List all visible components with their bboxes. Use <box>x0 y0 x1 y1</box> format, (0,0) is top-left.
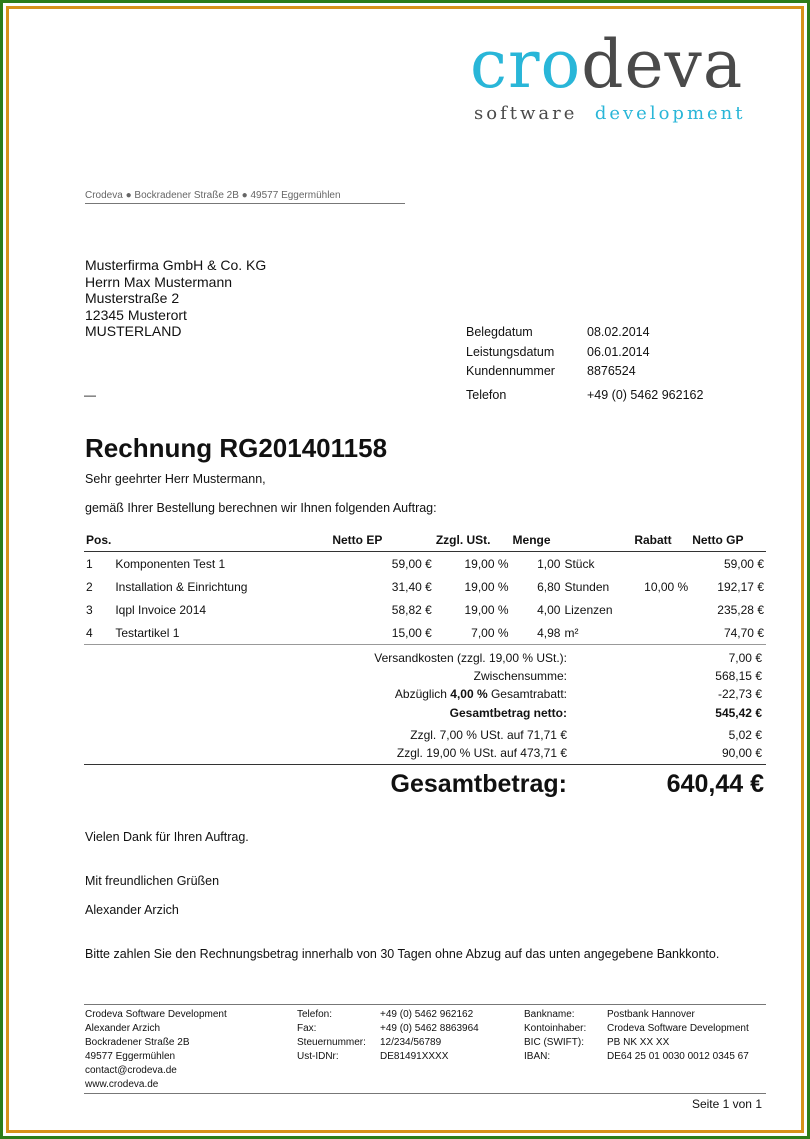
footer-contact-labels <box>297 1008 366 1064</box>
table-bottom-divider <box>84 644 766 645</box>
footer-value: PB NK XX XX <box>607 1037 670 1048</box>
footer-label: Ust-IDNr: <box>297 1051 339 1062</box>
cell-ust: 19,00 % <box>464 602 509 617</box>
shipping-value: 7,00 € <box>728 651 762 665</box>
meta-label: Telefon <box>466 387 507 402</box>
cell-pos: 1 <box>86 556 93 571</box>
col-header-ust: Zzgl. USt. <box>434 530 511 552</box>
footer-label: Kontoinhaber: <box>524 1023 587 1034</box>
cell-name: Installation & Einrichtung <box>115 579 248 594</box>
cell-menge: 4,98 <box>537 625 561 640</box>
cell-ust: 19,00 % <box>464 579 509 594</box>
cell-gp: 74,70 € <box>723 625 764 640</box>
salutation: Sehr geehrter Herr Mustermann, <box>85 472 266 486</box>
total-divider <box>84 764 766 765</box>
cell-ust: 19,00 % <box>464 556 509 571</box>
footer-company <box>85 1008 227 1092</box>
vat7-value: 5,02 € <box>728 728 762 742</box>
footer-company-line: Alexander Arzich <box>85 1023 161 1034</box>
fold-mark: — <box>84 388 96 402</box>
cell-pos: 3 <box>86 602 93 617</box>
cell-unit: m² <box>564 625 579 640</box>
recipient-line: 12345 Musterort <box>85 306 187 323</box>
footer-label: Steuernummer: <box>297 1037 366 1048</box>
footer-label: IBAN: <box>524 1051 551 1062</box>
cell-ust: 7,00 % <box>471 625 509 640</box>
footer-website: www.crodeva.de <box>85 1079 159 1090</box>
cell-gp: 235,28 € <box>717 602 764 617</box>
meta-value: +49 (0) 5462 962162 <box>587 387 704 402</box>
cell-ep: 15,00 € <box>391 625 432 640</box>
payment-note: Bitte zahlen Sie den Rechnungsbetrag innerhalb von 30 Tagen ohne Abzug auf das unten angegebene Bankkonto. <box>85 947 720 961</box>
vat19-label: Zzgl. 19,00 % USt. auf 473,71 € <box>396 746 567 760</box>
recipient-line: Musterfirma GmbH & Co. KG <box>85 257 267 273</box>
cell-gp: 192,17 € <box>717 579 764 594</box>
meta-value: 8876524 <box>587 364 636 378</box>
footer-label: BIC (SWIFT): <box>524 1037 584 1048</box>
footer-value: Crodeva Software Development <box>607 1023 749 1034</box>
company-logo <box>470 26 744 103</box>
footer-value: DE64 25 01 0030 0012 0345 67 <box>607 1051 749 1062</box>
col-header-netto-gp: Netto GP <box>690 530 766 552</box>
cell-menge: 4,00 <box>537 602 561 617</box>
logo-part-2: deva <box>581 26 744 103</box>
table-row <box>84 621 766 644</box>
net-total-label: Gesamtbetrag netto: <box>449 706 567 720</box>
footer-top-divider <box>84 1004 766 1005</box>
footer-bottom-divider <box>84 1093 766 1094</box>
cell-rabatt <box>632 621 690 644</box>
footer-bank-values <box>607 1008 749 1064</box>
grand-total-value: 640,44 € <box>666 770 764 798</box>
greeting-text: Mit freundlichen Grüßen <box>85 874 220 888</box>
meta-label: Leistungsdatum <box>466 344 555 359</box>
footer-value: Postbank Hannover <box>607 1009 695 1020</box>
cell-rabatt <box>632 598 690 621</box>
footer-label: Telefon: <box>297 1009 333 1020</box>
intro-text: gemäß Ihrer Bestellung berechnen wir Ihnen folgenden Auftrag: <box>85 501 437 515</box>
cell-name: Testartikel 1 <box>115 625 180 640</box>
table-row <box>84 598 766 621</box>
cell-ep: 59,00 € <box>391 556 432 571</box>
table-row <box>84 552 766 576</box>
logo-sub-1: software <box>474 103 578 124</box>
cell-rabatt <box>632 552 690 576</box>
signature-name: Alexander Arzich <box>85 903 179 917</box>
cell-menge: 1,00 <box>537 556 561 571</box>
recipient-line: Herrn Max Mustermann <box>85 273 233 290</box>
items-table <box>84 530 766 644</box>
footer-value: +49 (0) 5462 8863964 <box>380 1023 479 1034</box>
footer-bank-labels <box>524 1008 586 1064</box>
recipient-address <box>85 257 266 340</box>
cell-ep: 58,82 € <box>391 602 432 617</box>
table-row <box>84 575 766 598</box>
grand-total-label: Gesamtbetrag: <box>390 770 567 798</box>
logo-part-1: cro <box>470 26 582 103</box>
subtotal-label: Zwischensumme: <box>473 669 567 683</box>
footer-value: +49 (0) 5462 962162 <box>380 1009 474 1020</box>
col-header-rabatt: Rabatt <box>632 530 690 552</box>
thanks-text: Vielen Dank für Ihren Auftrag. <box>85 830 249 844</box>
footer-value: 12/234/56789 <box>380 1037 442 1048</box>
footer-value: DE81491XXXX <box>380 1051 449 1062</box>
vat19-value: 90,00 € <box>721 746 762 760</box>
discount-value: -22,73 € <box>717 687 762 701</box>
meta-label: Kundennummer <box>466 364 555 378</box>
footer-company-line: Bockradener Straße 2B <box>85 1037 190 1048</box>
discount-post: Gesamtrabatt: <box>490 687 567 701</box>
vat7-label: Zzgl. 7,00 % USt. auf 71,71 € <box>410 728 567 742</box>
col-header-pos: Pos. <box>84 530 113 552</box>
cell-rabatt: 10,00 % <box>644 579 689 594</box>
net-total-value: 545,42 € <box>715 706 762 720</box>
discount-label <box>395 687 567 701</box>
cell-unit: Stunden <box>564 579 610 594</box>
meta-value: 08.02.2014 <box>587 325 650 339</box>
cell-ep: 31,40 € <box>391 579 432 594</box>
cell-menge: 6,80 <box>537 579 561 594</box>
recipient-line: MUSTERLAND <box>85 323 182 339</box>
shipping-label: Versandkosten (zzgl. 19,00 % USt.): <box>374 651 567 665</box>
col-header-menge: Menge <box>511 530 563 552</box>
footer-label: Bankname: <box>524 1009 575 1020</box>
subtotal-value: 568,15 € <box>715 669 762 683</box>
discount-percent: 4,00 % <box>450 687 488 701</box>
recipient-line: Musterstraße 2 <box>85 290 180 306</box>
table-header-row <box>84 530 766 552</box>
footer-label: Fax: <box>297 1023 317 1034</box>
meta-label: Belegdatum <box>466 325 533 339</box>
logo-sub-2: development <box>594 103 746 124</box>
cell-name: Iqpl Invoice 2014 <box>115 602 207 617</box>
col-header-netto-ep: Netto EP <box>330 530 434 552</box>
meta-value: 06.01.2014 <box>587 344 650 359</box>
footer-company-line: 49577 Eggermühlen <box>85 1051 176 1062</box>
sender-line: Crodeva ● Bockradener Straße 2B ● 49577 Eggermühlen <box>85 190 405 204</box>
cell-unit: Stück <box>564 556 595 571</box>
invoice-title: Rechnung RG201401158 <box>85 433 388 463</box>
logo-subtitle <box>474 103 746 124</box>
cell-pos: 2 <box>86 579 93 594</box>
cell-unit: Lizenzen <box>564 602 613 617</box>
footer-email: contact@crodeva.de <box>85 1065 177 1076</box>
cell-name: Komponenten Test 1 <box>115 556 226 571</box>
cell-pos: 4 <box>86 625 93 640</box>
footer-company-line: Crodeva Software Development <box>85 1009 227 1020</box>
footer-contact-values <box>380 1008 479 1064</box>
page-number: Seite 1 von 1 <box>691 1097 762 1111</box>
cell-gp: 59,00 € <box>723 556 764 571</box>
discount-pre: Abzüglich <box>394 687 447 701</box>
